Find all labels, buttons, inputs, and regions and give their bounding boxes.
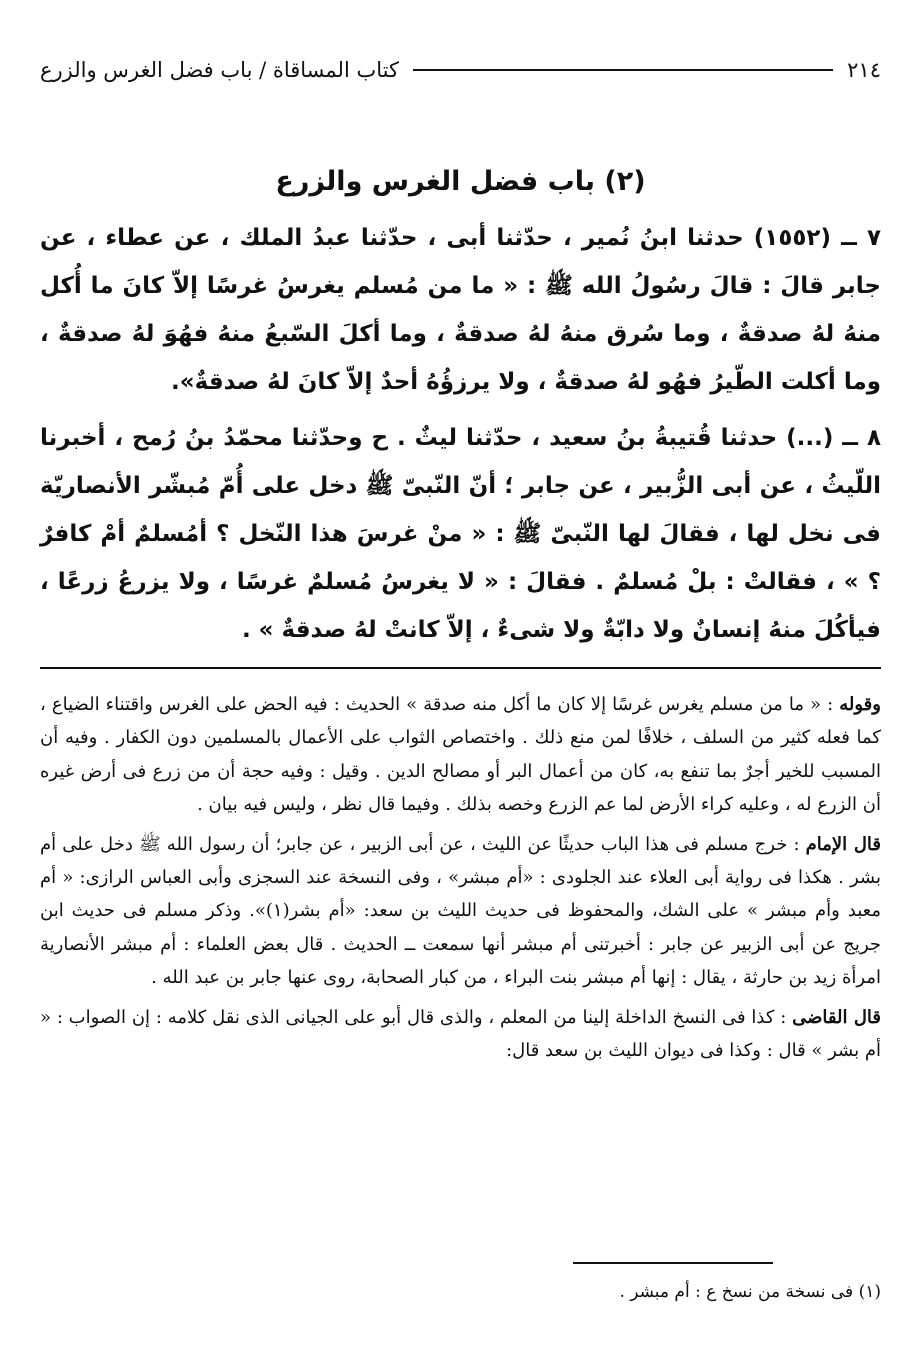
commentary-text: : كذا فى النسخ الداخلة إلينا من المعلم ، والذى قال أبو على الجيانى الذى نقل كلامه : إن الصواب : « أم بشر » قال : وكذا فى ديوان الليث بن سعد قال: <box>40 1006 881 1062</box>
hadith-paragraph: ٧ ــ (١٥٥٢) حدثنا ابنُ نُمير ، حدّثنا أبى ، حدّثنا عبدُ الملك ، عن عطاء ، عن جابر قالَ : قالَ رسُولُ الله ﷺ : « ما من مُسلم يغرسُ غرسًا إلاّ كانَ ما أُكل منهُ لهُ صدقةٌ ، وما سُرق منهُ لهُ صدقةٌ ، وما أكلَ السّبعُ منهُ فهُوَ لهُ صدقةٌ ، وما أكلت الطّيرُ فهُو لهُ صدقةٌ ، ولا يرزؤُهُ أحدٌ إلاّ كانَ لهُ صدقةٌ». <box>40 225 882 395</box>
footnote-divider <box>573 1262 773 1264</box>
main-divider <box>40 667 881 669</box>
commentary-text: : « ما من مسلم يغرس غرسًا إلا كان ما أكل منه صدقة » الحديث : فيه الحض على الغرس واقتناء الضياع ، كما فعله كثير من السلف ، خلافًا لمن منع ذلك . واختصاص الثواب على الأعمال بالمسلمين دون الكفار . وفيه أن المسبب للخير أجرٌ بما تنفع به، كان من أعمال البر أو مصالح الدين . وقيل : وفيه حجة أن من زرع فى أرض غيره أن الزرع له ، وعليه كراء الأرض لما عم الزرع وخصه بذلك . وفيما قال نظر ، وليس فيه بيان . <box>40 694 881 816</box>
commentary-block <box>40 688 881 1067</box>
commentary-lead: وقوله <box>839 694 881 715</box>
commentary-paragraph <box>40 828 881 995</box>
header-rule <box>413 69 833 71</box>
running-header <box>40 52 881 88</box>
commentary-paragraph <box>40 1001 881 1068</box>
commentary-text: : خرج مسلم فى هذا الباب حديثًا عن الليث ، عن أبى الزبير ، عن جابر؛ أن رسول الله ﷺ دخل على أم بشر . هكذا فى رواية أبى العلاء عند الجلودى : «أم مبشر» ، وفى النسخة عند السجزى وأبى العباس الرازى: « أم معبد وأم مبشر » على الشك، والمحفوظ فى حديث الليث بن سعد: «أم بشر(١)». وذكر مسلم فى حديث ابن جريج عن أبى الزبير عن جابر : أخبرتنى أم مبشر أنها سمعت ــ الحديث . قال بعض العلماء : أم مبشر الأنصارية امرأة زيد بن حارثة ، يقال : إنها أم مبشر بنت البراء ، من كبار الصحابة، روى عنها جابر بن عبد الله . <box>40 833 881 989</box>
hadith-text-block <box>40 214 881 654</box>
hadith-paragraph: ٨ ــ (...) حدثنا قُتيبةُ بنُ سعيد ، حدّثنا ليثٌ . ح وحدّثنا محمّدُ بنُ رُمح ، أخبرنا اللّيثُ ، عن أبى الزُّبير ، عن جابر ؛ أنّ النّبىّ ﷺ دخل على أُمّ مُبشّر الأنصاريّة فى نخل لها ، فقالَ لها النّبىّ ﷺ : « منْ غرسَ هذا النّخل ؟ أمُسلمٌ أمْ كافرٌ ؟ » ، فقالتْ : بلْ مُسلمٌ . فقالَ : « لا يغرسُ مُسلمٌ غرسًا ، ولا يزرعُ زرعًا ، فيأكُلَ منهُ إنسانٌ ولا دابّةٌ ولا شىءٌ ، إلاّ كانتْ لهُ صدقةٌ » . <box>40 425 881 643</box>
page-number: ٢١٤ <box>847 58 881 82</box>
footnote: (١) فى نسخة من نسخ ع : أم مبشر . <box>619 1282 881 1302</box>
commentary-lead: قال القاضى <box>792 1006 882 1028</box>
commentary-lead: قال الإمام <box>805 833 881 855</box>
running-title: كتاب المساقاة / باب فضل الغرس والزرع <box>40 58 399 82</box>
commentary-paragraph <box>40 688 881 822</box>
chapter-title: (٢) باب فضل الغرس والزرع <box>275 166 646 197</box>
